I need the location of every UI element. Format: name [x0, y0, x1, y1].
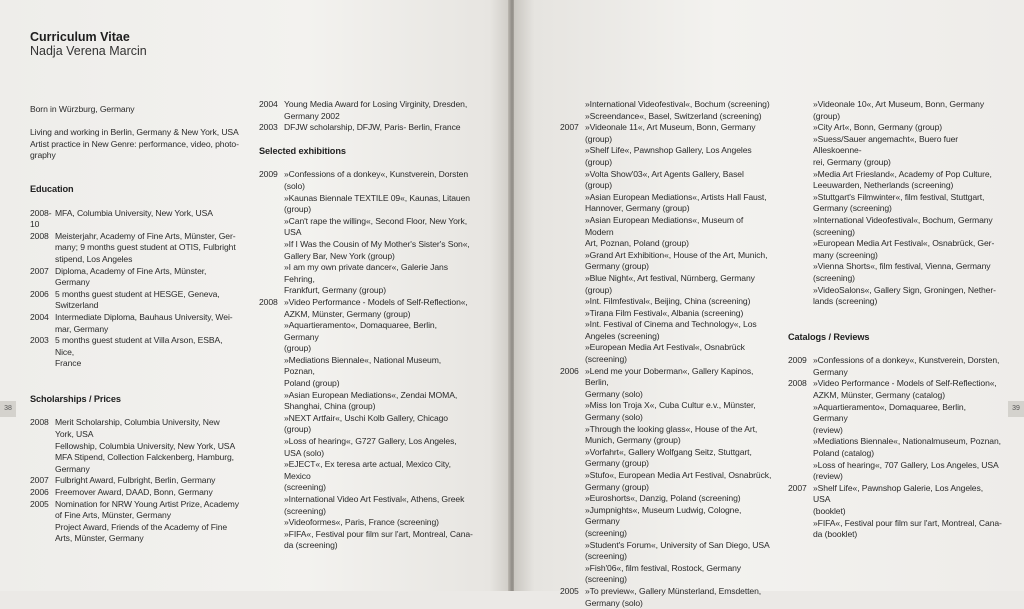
entry-line: York, USA	[55, 429, 94, 440]
living-text	[30, 127, 242, 162]
entry-line: »Kaunas Biennale TEXTILE 09«, Kaunas, Litauen	[284, 192, 470, 203]
entry-line: France	[55, 358, 82, 369]
entry-line: »Loss of hearing«, G727 Gallery, Los Angeles,	[284, 436, 457, 447]
entry-year: 2008	[259, 296, 278, 307]
entry-line: »Through the looking glass«, House of the Art,	[585, 423, 758, 434]
entry-year: 2007	[788, 482, 807, 493]
cv-entry	[30, 266, 242, 289]
entry-line: mar, Germany	[55, 323, 109, 334]
entry-line: Fulbright Award, Fulbright, Berlin, Germany	[55, 475, 216, 486]
entry-line: Germany (solo)	[585, 412, 643, 423]
entry-line: »Tirana Film Festival«, Albania (screening)	[585, 307, 744, 318]
entry-line: Munich, Germany (group)	[585, 435, 681, 446]
born-text: Born in Würzburg, Germany	[30, 104, 135, 114]
exhibitions-list-continued-2	[788, 99, 1002, 308]
entry-year	[560, 99, 585, 122]
entry-line: »Aquartieramento«, Domaquaree, Berlin, Germany	[284, 320, 437, 342]
entry-line: Nomination for NRW Young Artist Prize, Academy	[55, 498, 239, 509]
entry-line: Germany	[813, 366, 848, 377]
living-line: Artist practice in New Genre: performance, video, photo-	[30, 138, 239, 149]
left-column-1	[30, 104, 242, 545]
entry-line: Poland (catalog)	[813, 448, 874, 459]
cv-entry	[259, 297, 473, 552]
entry-text	[585, 586, 772, 609]
entry-line: »Shelf Life«, Pawnshop Gallery, Los Angeles (group)	[585, 145, 752, 167]
cv-title-block	[30, 30, 147, 58]
entry-line: (screening)	[585, 551, 627, 562]
cv-entry	[560, 122, 772, 365]
entry-line: »Volta Show'03«, Art Agents Gallery, Basel (group)	[585, 168, 744, 191]
entry-year: 2009	[259, 169, 278, 180]
entry-line: Intermediate Diploma, Bauhaus University, Wei-	[55, 311, 233, 322]
cv-entry	[259, 122, 473, 134]
entry-line: (review)	[813, 471, 843, 482]
living-line: graphy	[30, 150, 56, 161]
entry-year: 2006	[30, 288, 49, 299]
entry-line: »Media Art Friesland«, Academy of Pop Culture,	[813, 168, 992, 179]
entry-line: MFA Stipend, Collection Falckenberg, Hamburg,	[55, 452, 234, 463]
entry-line: »European Media Art Festival«, Osnabrück (screening)	[585, 342, 745, 365]
left-column-2	[259, 99, 473, 552]
entry-text	[585, 366, 772, 586]
entry-line: »Screendance«, Basel, Switzerland (screening)	[585, 110, 762, 121]
entry-line: Fellowship, Columbia University, New York, USA	[55, 440, 236, 451]
entry-line: »EJECT«, Ex teresa arte actual, Mexico City, Mexico	[284, 459, 451, 481]
entry-line: many (screening)	[813, 249, 878, 260]
artist-name: Nadja Verena Marcin	[30, 44, 147, 58]
entry-text	[284, 99, 473, 122]
entry-text	[813, 99, 1002, 308]
entry-line: 5 months guest student at Villa Arson, ESBA, Nice,	[55, 335, 223, 357]
entry-line: USA (solo)	[284, 447, 325, 458]
entry-line: many; 9 months guest student at OTIS, Fulbright	[55, 242, 236, 253]
cv-entry	[788, 355, 1002, 378]
entry-line: »Confessions of a donkey«, Kunstverein, Dorsten	[284, 169, 468, 180]
entry-year	[788, 99, 813, 308]
entry-line: Angeles (screening)	[585, 330, 660, 341]
right-page	[514, 0, 1024, 608]
exhibitions-heading: Selected exhibitions	[259, 145, 346, 156]
entry-line: Project Award, Friends of the Academy of Fine	[55, 521, 228, 532]
entry-line: »Int. Filmfestival«, Beijing, China (screening)	[585, 296, 751, 307]
entry-year: 2004	[30, 311, 49, 322]
entry-line: »Suess/Sauer angemacht«, Buero fuer Alleskoenne-	[813, 133, 959, 156]
cv-entry	[30, 208, 242, 231]
entry-line: »International Videofestival«, Bochum (screening)	[585, 99, 770, 109]
entry-text	[585, 99, 772, 122]
entry-line: »Video Performance - Models of Self-Reflection«,	[284, 296, 468, 307]
cv-entry	[30, 417, 242, 475]
entry-line: »Shelf Life«, Pawnshop Galerie, Los Angeles, USA	[813, 482, 983, 505]
entry-text	[55, 417, 242, 475]
entry-line: Art, Poznan, Poland (group)	[585, 238, 689, 249]
entry-line: da (screening)	[284, 540, 338, 551]
entry-line: Meisterjahr, Academy of Fine Arts, Münster, Ger-	[55, 230, 236, 241]
entry-line: Germany (solo)	[585, 388, 643, 399]
entry-year: 2003	[30, 335, 49, 346]
entry-line: 5 months guest student at HESGE, Geneva,	[55, 288, 220, 299]
entry-line: Young Media Award for Losing Virginity, Dresden,	[284, 99, 468, 109]
entry-text	[284, 122, 473, 134]
education-list	[30, 208, 242, 370]
entry-text	[55, 487, 242, 499]
entry-year: 2008	[788, 378, 807, 389]
entry-line: Diploma, Academy of Fine Arts, Münster, Germany	[55, 265, 207, 288]
entry-line: »Int. Festival of Cinema and Technology«, Los	[585, 319, 757, 330]
entry-line: »Blue Night«, Art festival, Nürnberg, Germany (group)	[585, 272, 755, 295]
entry-line: Frankfurt, Germany (group)	[284, 285, 386, 296]
cv-entry	[788, 483, 1002, 541]
entry-line: (group)	[813, 110, 841, 121]
entry-line: da (booklet)	[813, 529, 858, 540]
entry-line: »Lend me your Doberman«, Gallery Kapinos, Berlin,	[585, 365, 754, 388]
entry-line: »European Media Art Festival«, Osnabrück, Ger-	[813, 238, 995, 249]
cv-entry	[259, 169, 473, 297]
entry-line: Poland (group)	[284, 378, 340, 389]
entry-text	[284, 297, 473, 552]
entry-line: Arts, Münster, Germany	[55, 533, 144, 544]
exhibitions-list	[259, 169, 473, 552]
entry-line: »Stufo«, European Media Art Festival, Osnabrück,	[585, 470, 772, 480]
entry-line: (group)	[284, 204, 312, 215]
entry-line: »Asian European Mediations«, Zendai MOMA,	[284, 389, 458, 400]
entry-line: (screening)	[284, 482, 326, 493]
entry-line: Gallery Bar, New York (group)	[284, 250, 395, 261]
entry-line: »International Videofestival«, Bochum, Germany	[813, 214, 993, 225]
entry-line: »Stuttgart's Filmwinter«, film festival, Stuttgart,	[813, 191, 985, 202]
entry-line: »NEXT Artfair«, Uschi Kolb Gallery, Chicago (group)	[284, 412, 448, 435]
right-column-2	[788, 99, 1002, 541]
entry-year: 2003	[259, 122, 278, 133]
entry-line: »To preview«, Gallery Münsterland, Emsdetten,	[585, 585, 762, 596]
cv-entry	[30, 475, 242, 487]
cv-title: Curriculum Vitae	[30, 30, 130, 44]
entry-line: »International Video Art Festival«, Athens, Greek	[284, 494, 465, 504]
entry-text	[813, 378, 1002, 482]
entry-line: (solo)	[284, 180, 305, 191]
entry-line: MFA, Columbia University, New York, USA	[55, 207, 213, 218]
entry-text	[55, 499, 242, 545]
entry-line: »VideoSalons«, Gallery Sign, Groningen, Nether-	[813, 284, 996, 295]
entry-text	[55, 231, 242, 266]
entry-text	[813, 483, 1002, 541]
entry-year: 2007	[560, 122, 579, 133]
entry-year: 2008	[30, 417, 49, 428]
entry-line: »Grand Art Exhibition«, House of the Art, Munich,	[585, 249, 768, 260]
entry-line: of Fine Arts, Münster, Germany	[55, 510, 171, 521]
right-column-1	[560, 99, 772, 609]
entry-year: 2008-10	[30, 207, 52, 230]
entry-year: 2008	[30, 230, 49, 241]
entry-line: (screening)	[284, 505, 326, 516]
entry-line: rei, Germany (group)	[813, 156, 891, 167]
entry-line: Hannover, Germany (group)	[585, 203, 690, 214]
entry-line: »Fish'06«, film festival, Rostock, Germany (screening)	[585, 562, 742, 585]
entry-year: 2009	[788, 355, 807, 366]
entry-line: »Confessions of a donkey«, Kunstverein, Dorsten,	[813, 355, 1000, 366]
entry-line: »Aquartieramento«, Domaquaree, Berlin, Germany	[813, 401, 966, 424]
entry-line: »City Art«, Bonn, Germany (group)	[813, 122, 943, 133]
entry-line: (booklet)	[813, 506, 846, 516]
cv-entry	[30, 312, 242, 335]
entry-line: Germany (group)	[585, 458, 649, 469]
entry-line: lands (screening)	[813, 296, 878, 307]
entry-line: Germany	[55, 463, 90, 474]
entry-line: Germany (solo)	[585, 597, 643, 608]
entry-text	[55, 475, 242, 487]
entry-line: »Videonale 10«, Art Museum, Bonn, Germany	[813, 99, 985, 109]
entry-text	[55, 335, 242, 370]
entry-line: »I am my own private dancer«, Galerie Jans Fehring,	[284, 262, 448, 284]
entry-line: Germany 2002	[284, 110, 340, 121]
entry-year: 2004	[259, 99, 278, 109]
cv-entry	[788, 378, 1002, 482]
entry-year: 2005	[30, 498, 49, 509]
entry-line: »Mediations Biennale«, National Museum, Poznan,	[284, 354, 442, 377]
entry-text	[585, 122, 772, 365]
entry-line: »Miss Ion Troja X«, Cuba Cultur e.v., Münster,	[585, 400, 756, 411]
entry-line: »Asian European Mediations«, Artists Hall Faust,	[585, 191, 767, 202]
page-number-right: 39	[1008, 401, 1024, 417]
entry-line: Switzerland	[55, 300, 99, 311]
entry-line: stipend, Los Angeles	[55, 253, 133, 264]
education-heading: Education	[30, 183, 74, 194]
entry-line: Shanghai, China (group)	[284, 401, 376, 412]
entry-text	[55, 289, 242, 312]
page-number-left: 38	[0, 401, 16, 417]
entry-line: (review)	[813, 424, 843, 435]
entry-line: Freemover Award, DAAD, Bonn, Germany	[55, 487, 213, 498]
cv-entry	[788, 99, 1002, 308]
entry-text	[55, 266, 242, 289]
entry-line: »Jumpnights«, Museum Ludwig, Cologne, Germany	[585, 504, 742, 527]
entry-line: »FIFA«, Festival pour film sur l'art, Montreal, Cana-	[813, 517, 1002, 528]
entry-line: »Asian European Mediations«, Museum of Modern	[585, 214, 744, 237]
entry-line: DFJW scholarship, DFJW, Paris- Berlin, France	[284, 122, 461, 133]
living-line: Living and working in Berlin, Germany & New York, USA	[30, 127, 239, 138]
entry-line: AZKM, Münster, Germany (catalog)	[813, 390, 945, 401]
entry-line: »FIFA«, Festival pour film sur l'art, Montreal, Cana-	[284, 528, 473, 539]
entry-line: Germany (group)	[585, 481, 649, 492]
entry-year: 2007	[30, 475, 49, 486]
left-page	[0, 0, 510, 591]
entry-line: AZKM, Münster, Germany (group)	[284, 308, 411, 319]
entry-line: (screening)	[813, 226, 855, 237]
entry-text	[813, 355, 1002, 378]
entry-line: »Videoformes«, Paris, France (screening)	[284, 517, 439, 528]
exhibitions-list-continued	[560, 99, 772, 609]
entry-year: 2007	[30, 265, 49, 276]
entry-line: Leeuwarden, Netherlands (screening)	[813, 180, 954, 191]
catalogs-list	[788, 355, 1002, 541]
entry-text	[284, 169, 473, 297]
entry-line: Germany (group)	[585, 261, 649, 272]
entry-line: Germany (screening)	[813, 203, 892, 214]
entry-year: 2005	[560, 585, 579, 596]
entry-line: »Student's Forum«, University of San Diego, USA	[585, 539, 770, 550]
awards-list	[259, 99, 473, 134]
entry-line: »Mediations Biennale«, Nationalmuseum, Poznan,	[813, 436, 1001, 447]
entry-year: 2006	[560, 365, 579, 376]
entry-line: »Loss of hearing«, 707 Gallery, Los Angeles, USA	[813, 459, 999, 470]
entry-line: »If I Was the Cousin of My Mother's Sister's Son«,	[284, 238, 470, 249]
cv-entry	[259, 99, 473, 122]
cv-entry	[560, 366, 772, 586]
cv-entry	[560, 99, 772, 122]
cv-entry	[30, 487, 242, 499]
scholarships-list	[30, 417, 242, 545]
entry-line: »Videonale 11«, Art Museum, Bonn, Germany (group)	[585, 122, 756, 144]
cv-entry	[30, 499, 242, 545]
entry-text	[55, 312, 242, 335]
entry-line: Merit Scholarship, Columbia University, New	[55, 417, 220, 428]
entry-line: »Video Performance - Models of Self-Reflection«,	[813, 378, 997, 389]
catalogs-heading: Catalogs / Reviews	[788, 331, 870, 342]
entry-line: (screening)	[813, 272, 855, 283]
entry-line: USA	[284, 227, 302, 238]
entry-line: »Euroshorts«, Danzig, Poland (screening)	[585, 493, 741, 504]
entry-line: »Vienna Shorts«, film festival, Vienna, Germany	[813, 261, 991, 272]
entry-year: 2006	[30, 487, 49, 498]
cv-entry	[30, 231, 242, 266]
entry-line: (group)	[284, 343, 312, 354]
cv-entry	[30, 289, 242, 312]
entry-line: »Can't rape the willing«, Second Floor, New York,	[284, 215, 468, 226]
scholarships-heading: Scholarships / Prices	[30, 393, 121, 404]
entry-text	[55, 208, 242, 231]
cv-entry	[30, 335, 242, 370]
entry-line: »Vorfahrt«, Gallery Wolfgang Seitz, Stuttgart,	[585, 446, 752, 457]
entry-line: (screening)	[585, 527, 627, 538]
cv-entry	[560, 586, 772, 609]
